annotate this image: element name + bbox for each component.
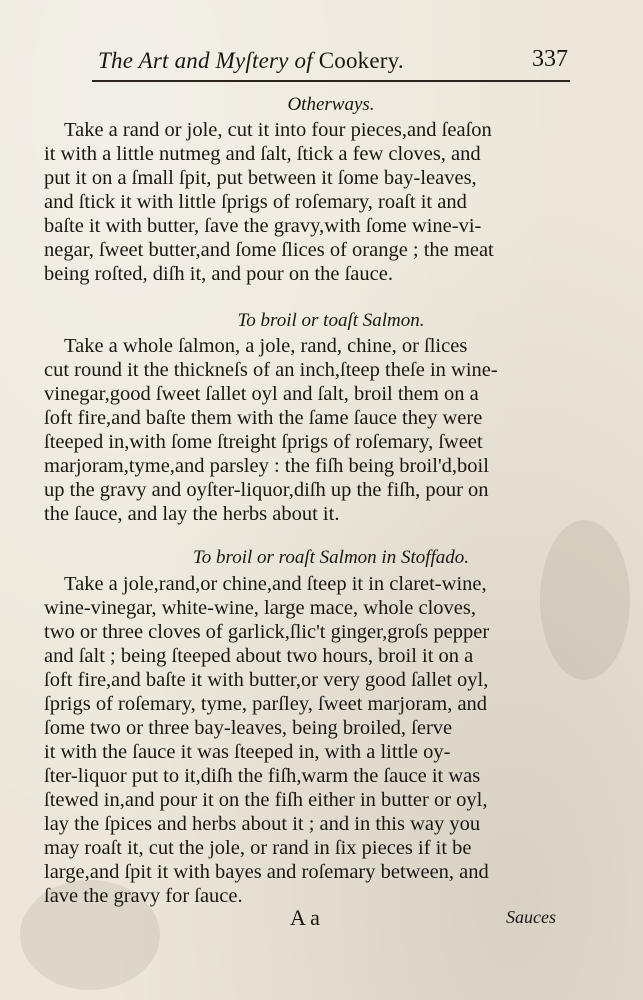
text-line: large,and ſpit it with bayes and roſemary between, and bbox=[44, 861, 489, 883]
text-line: vinegar,good ſweet ſallet oyl and ſalt, broil them on a bbox=[44, 383, 479, 405]
running-title-roman: Cookery. bbox=[318, 48, 404, 73]
text-line: ſave the gravy for ſauce. bbox=[44, 885, 243, 907]
text-line: marjoram,tyme,and parsley : the fiſh being broil'd,boil bbox=[44, 455, 489, 477]
text-line: Take a whole ſalmon, a jole, rand, chine, or ſlices bbox=[64, 335, 468, 357]
text-line: ſtewed in,and pour it on the fiſh either in butter or oyl, bbox=[44, 789, 488, 811]
text-line: lay the ſpices and herbs about it ; and in this way you bbox=[44, 813, 481, 835]
text-line: being roſted, diſh it, and pour on the ſauce. bbox=[44, 263, 393, 285]
paper-stain bbox=[540, 520, 630, 680]
catchword: Sauces bbox=[506, 907, 556, 927]
text-line: put it on a ſmall ſpit, put between it ſome bay-leaves, bbox=[44, 167, 477, 189]
page-number: 337 bbox=[532, 46, 568, 72]
running-title bbox=[98, 48, 404, 74]
section-heading: To broil or toaſt Salmon. bbox=[237, 310, 425, 331]
text-line: Take a jole,rand,or chine,and ſteep it in claret-wine, bbox=[64, 573, 487, 595]
section-heading: Otherways. bbox=[287, 94, 375, 115]
text-line: negar, ſweet butter,and ſome ſlices of orange ; the meat bbox=[44, 239, 494, 261]
text-line: and ſtick it with little ſprigs of roſemary, roaſt it and bbox=[44, 191, 467, 213]
signature-mark: A a bbox=[290, 905, 320, 930]
text-line: and ſalt ; being ſteeped about two hours, broil it on a bbox=[44, 645, 474, 667]
text-line: two or three cloves of garlick,ſlic't ginger,groſs pepper bbox=[44, 621, 490, 643]
text-line: up the gravy and oyſter-liquor,diſh up the fiſh, pour on bbox=[44, 479, 489, 501]
text-line: it with the ſauce it was ſteeped in, with a little oy- bbox=[44, 741, 451, 763]
text-line: cut round it the thickneſs of an inch,ſteep theſe in wine- bbox=[44, 359, 498, 381]
header-rule bbox=[92, 80, 570, 82]
text-line: may roaſt it, cut the jole, or rand in ſix pieces if it be bbox=[44, 837, 472, 859]
text-line: ſome two or three bay-leaves, being broiled, ſerve bbox=[44, 717, 453, 739]
text-line: ſoft fire,and baſte it with butter,or very good ſallet oyl, bbox=[44, 669, 489, 691]
text-line: the ſauce, and lay the herbs about it. bbox=[44, 503, 340, 525]
text-line: wine-vinegar, white-wine, large mace, whole cloves, bbox=[44, 597, 476, 619]
text-line: ſter-liquor put to it,diſh the fiſh,warm the ſauce it was bbox=[44, 765, 481, 787]
running-header bbox=[92, 44, 570, 78]
text-line: it with a little nutmeg and ſalt, ſtick a few cloves, and bbox=[44, 143, 481, 165]
running-title-italic: The Art and Myſtery of bbox=[98, 48, 313, 73]
text-line: ſteeped in,with ſome ſtreight ſprigs of roſemary, ſweet bbox=[44, 431, 483, 453]
section-heading: To broil or roaſt Salmon in Stoffado. bbox=[192, 547, 470, 568]
text-line: ſoft fire,and baſte them with the ſame ſauce they were bbox=[44, 407, 483, 429]
text-line: Take a rand or jole, cut it into four pieces,and ſeaſon bbox=[64, 119, 492, 141]
text-line: baſte it with butter, ſave the gravy,with ſome wine-vi- bbox=[44, 215, 482, 237]
text-line: ſprigs of roſemary, tyme, parſley, ſweet marjoram, and bbox=[44, 693, 488, 715]
